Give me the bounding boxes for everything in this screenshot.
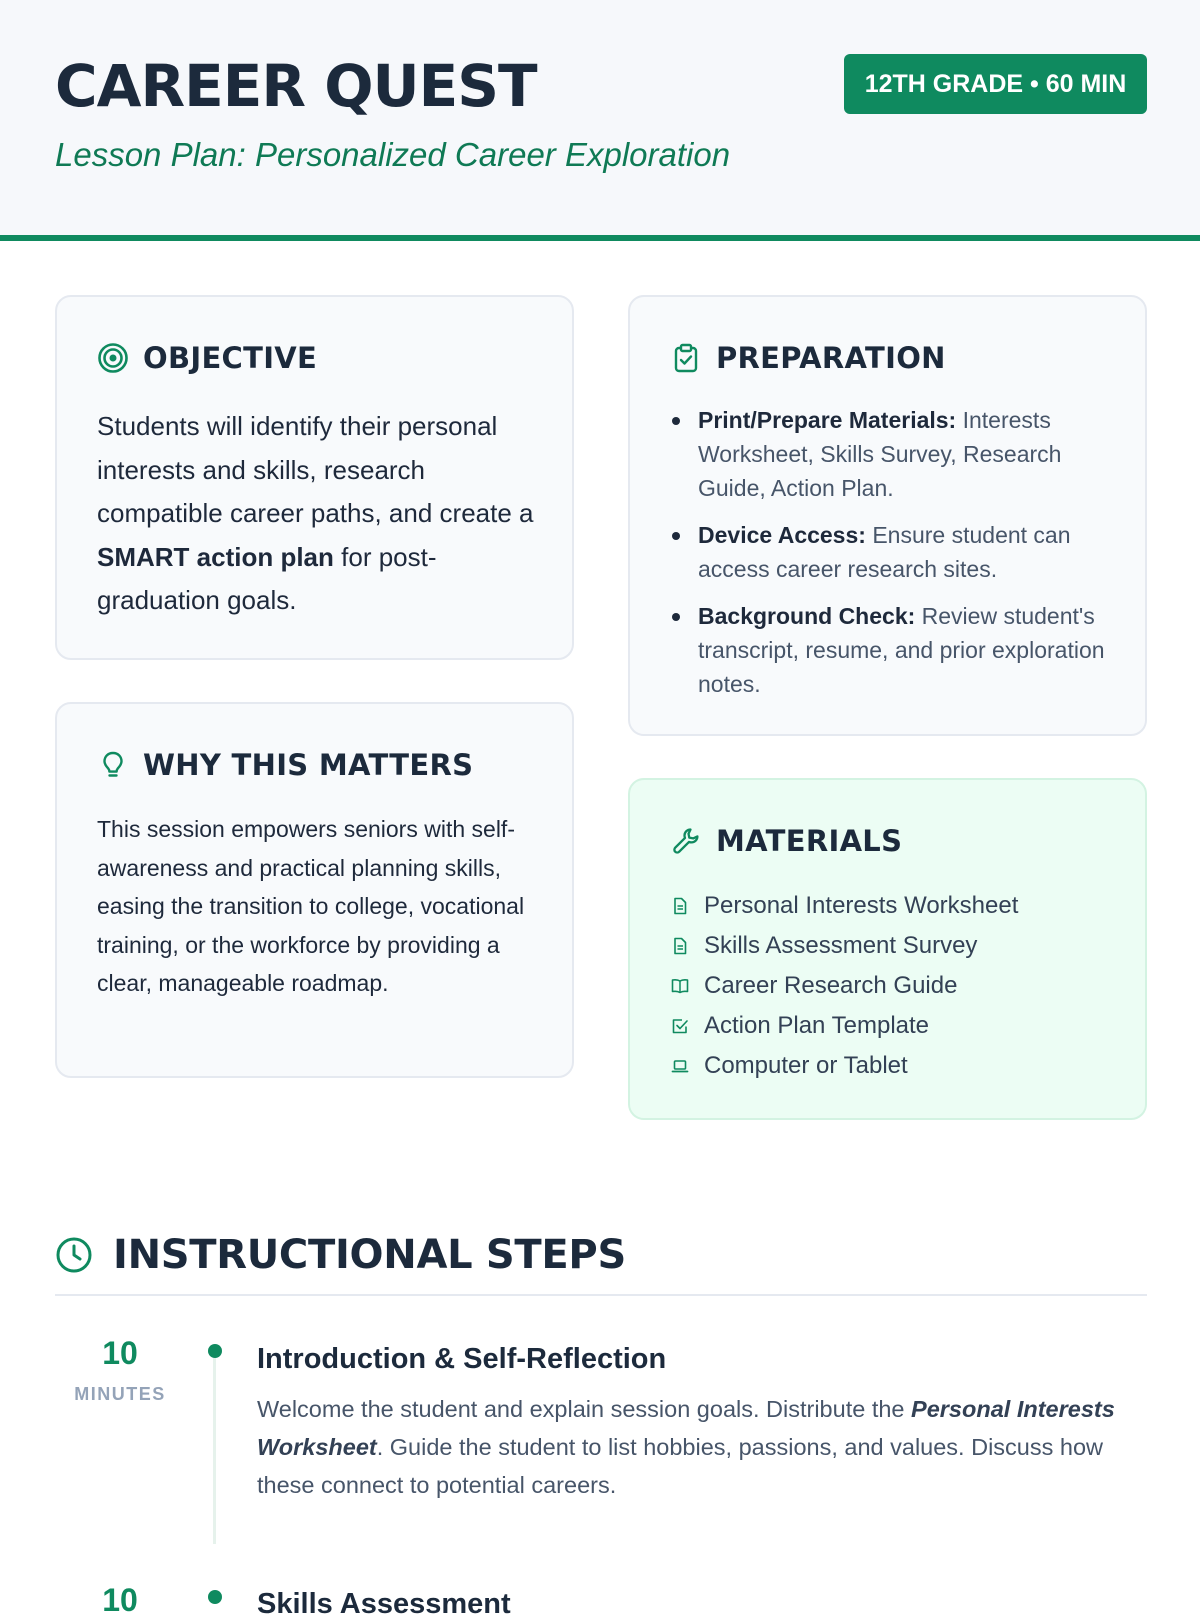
materials-list [670, 886, 1018, 1086]
why-this-matters-text: This session empowers seniors with self-awareness and practical planning skills, easing the transition to college, vocational training, or the workforce by providing a clear, manageable roadmap. [97, 816, 525, 996]
step-title: Introduction & Self-Reflection [257, 1343, 667, 1375]
step-duration: 10 [102, 1582, 138, 1618]
grade-duration-badge: 12TH GRADE • 60 MIN [844, 54, 1147, 114]
materials-card [628, 778, 1147, 1120]
laptop-icon [670, 1056, 690, 1076]
why-this-matters-title: WHY THIS MATTERS [143, 748, 474, 782]
list-item: Print/Prepare Materials: Interests Worksheet, Skills Survey, Research Guide, Action Plan. [670, 403, 1120, 505]
document-icon [670, 936, 690, 956]
timeline-dot [208, 1590, 222, 1604]
list-item: Career Research Guide [670, 966, 1018, 1006]
instructional-steps-header [55, 1232, 626, 1278]
timeline-line [213, 1358, 216, 1544]
preparation-list [670, 403, 1120, 714]
book-icon [670, 976, 690, 996]
objective-card [55, 295, 574, 660]
divider [55, 1294, 1147, 1296]
materials-title: MATERIALS [716, 824, 903, 858]
step-duration: 10 [102, 1335, 138, 1371]
step-duration-unit: MINUTES [74, 1384, 166, 1404]
document-icon [670, 896, 690, 916]
list-item: Action Plan Template [670, 1006, 1018, 1046]
page-title: CAREER QUEST [55, 52, 537, 120]
clipboard-check-icon [670, 342, 702, 374]
smart-action-plan-emphasis: SMART action plan [97, 541, 334, 572]
step-title: Skills Assessment [257, 1588, 511, 1620]
objective-title: OBJECTIVE [143, 341, 318, 375]
checkbox-icon [670, 1016, 690, 1036]
page-subtitle: Lesson Plan: Personalized Career Exploration [55, 136, 731, 173]
step-description: Welcome the student and explain session goals. Distribute the Personal Interests Worksheet. Guide the student to list hobbies, passions, and values. Discuss how these connect to potential careers. [257, 1396, 1115, 1498]
why-this-matters-card [55, 702, 574, 1078]
lightbulb-icon [97, 749, 129, 781]
list-item: Skills Assessment Survey [670, 926, 1018, 966]
preparation-card [628, 295, 1147, 736]
timeline-dot [208, 1344, 222, 1358]
page-header [0, 0, 1200, 241]
objective-text: Students will identify their personal interests and skills, research compatible career paths, and create a SMART action plan for post-graduation goals. [97, 411, 534, 615]
list-item: Device Access: Ensure student can access career research sites. [670, 518, 1120, 586]
target-icon [97, 342, 129, 374]
list-item: Computer or Tablet [670, 1046, 1018, 1086]
clock-icon [55, 1236, 93, 1274]
instructional-steps-title: INSTRUCTIONAL STEPS [113, 1232, 626, 1278]
list-item: Background Check: Review student's transcript, resume, and prior exploration notes. [670, 599, 1120, 701]
worksheet-emphasis: Personal Interests Worksheet [257, 1396, 1115, 1460]
preparation-title: PREPARATION [716, 341, 946, 375]
wrench-icon [670, 825, 702, 857]
list-item: Personal Interests Worksheet [670, 886, 1018, 926]
